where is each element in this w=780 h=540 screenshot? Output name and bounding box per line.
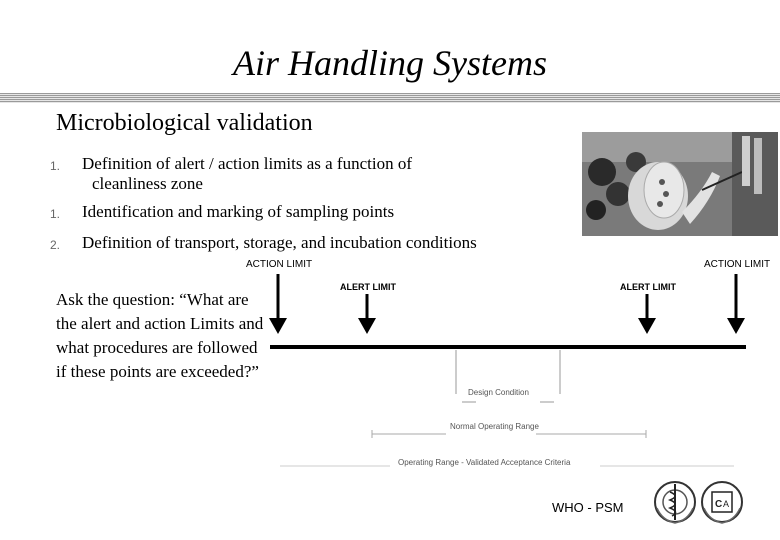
limit-axis-bar <box>270 345 746 349</box>
list-number: 2. <box>50 238 61 252</box>
design-condition-label: Design Condition <box>468 388 529 397</box>
petri-dish-photo <box>582 132 778 236</box>
alert-limit-right-label: ALERT LIMIT <box>620 282 676 292</box>
normal-operating-range-label: Normal Operating Range <box>450 422 539 431</box>
action-limit-right-label: ACTION LIMIT <box>704 259 771 270</box>
list-number: 1. <box>50 159 61 173</box>
footer-text: WHO - PSM <box>552 500 624 515</box>
list-text-continued: cleanliness zone <box>92 174 203 193</box>
bullet-list <box>50 154 570 255</box>
svg-text:C: C <box>715 499 723 510</box>
slide-subtitle: Microbiological validation <box>56 110 313 136</box>
slide-title: Air Handling Systems <box>233 43 547 83</box>
alert-limit-right-arrow <box>638 294 656 334</box>
action-limit-left-label: ACTION LIMIT <box>246 259 313 270</box>
list-number: 1. <box>50 207 61 221</box>
list-item <box>50 202 570 230</box>
question-text: Ask the question: “What are the alert and action Limits and what procedures are followed if these points are exceeded?” <box>56 290 264 381</box>
action-limit-left-arrow <box>269 274 287 334</box>
list-text: Identification and marking of sampling points <box>82 202 395 221</box>
who-emblem-icon <box>652 478 698 526</box>
operating-range-label: Operating Range - Validated Acceptance Criteria <box>398 458 571 467</box>
limits-diagram <box>240 250 780 480</box>
svg-text:A: A <box>723 499 730 509</box>
action-limit-right-arrow <box>727 274 745 334</box>
title-divider <box>0 93 780 103</box>
list-text: Definition of transport, storage, and incubation conditions <box>82 233 477 252</box>
alert-limit-left-arrow <box>358 294 376 334</box>
list-text: Definition of alert / action limits as a function of <box>82 154 412 173</box>
alert-limit-left-label: ALERT LIMIT <box>340 282 396 292</box>
normal-operating-range-bracket <box>372 430 646 438</box>
list-item <box>50 154 570 194</box>
un-emblem-icon <box>698 478 746 526</box>
